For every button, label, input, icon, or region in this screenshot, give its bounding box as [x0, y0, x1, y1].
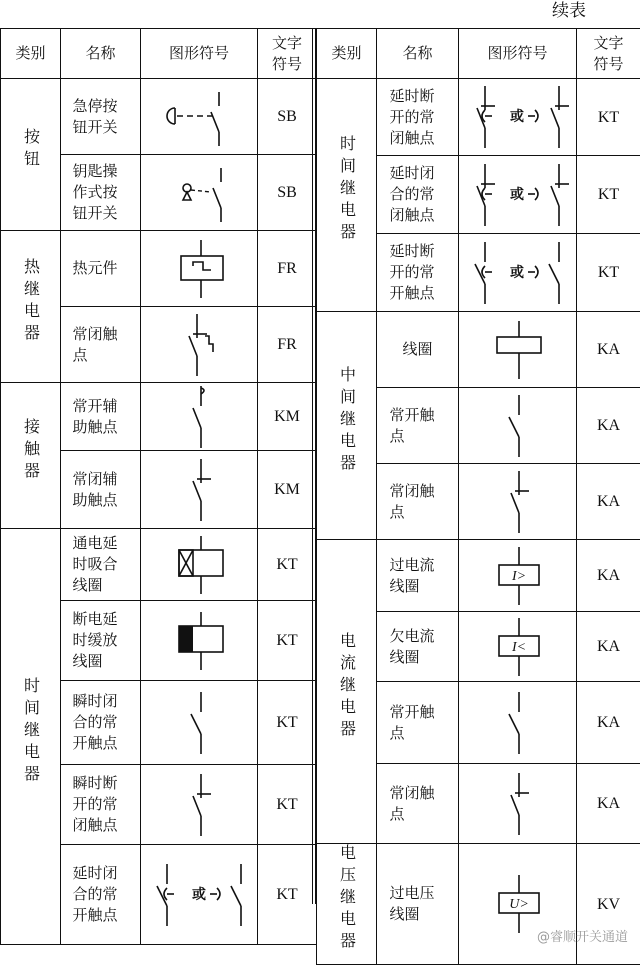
name-cell	[377, 388, 459, 464]
svg-text:U>: U>	[509, 897, 529, 912]
no-contact-icon	[459, 690, 577, 756]
name-cell	[61, 601, 141, 681]
category-cell	[1, 79, 61, 231]
no-contact-icon	[459, 393, 577, 459]
category-label: 电流继电器	[332, 632, 362, 742]
aux-nc-contact-icon	[141, 457, 258, 523]
symbol-name: 过电流线圈	[390, 555, 446, 597]
table-row	[1, 79, 317, 155]
svg-text:或: 或	[510, 186, 524, 203]
symbol-cell	[141, 845, 258, 945]
nc-contact-icon	[459, 469, 577, 535]
header-name: 名称	[61, 29, 141, 79]
table-row	[1, 383, 317, 451]
name-cell	[61, 845, 141, 945]
code-cell: KA	[577, 612, 640, 682]
symbol-name: 常开触点	[390, 702, 446, 744]
name-cell	[377, 540, 459, 612]
category-cell	[317, 79, 377, 312]
symbol-cell	[459, 388, 577, 464]
category-label: 热继电器	[16, 258, 46, 346]
header-category: 类别	[317, 29, 377, 79]
header-code	[577, 29, 640, 79]
category-label: 电压继电器	[332, 844, 362, 954]
name-cell	[61, 451, 141, 529]
name-cell	[377, 79, 459, 156]
code-cell: KA	[577, 388, 640, 464]
symbol-name: 瞬时闭合的常开触点	[73, 691, 129, 754]
code-cell: KT	[577, 234, 640, 312]
code-cell: SB	[258, 155, 317, 231]
svg-text:或: 或	[192, 886, 206, 903]
table-row	[1, 231, 317, 307]
delay-close-no-contact-icon	[141, 862, 258, 928]
symbol-cell	[459, 79, 577, 156]
code-cell: KM	[258, 383, 317, 451]
symbol-table-left	[0, 28, 317, 945]
header-code-text: 文字 符号	[272, 34, 302, 73]
code-cell: KT	[258, 529, 317, 601]
symbol-name: 常开触点	[390, 405, 446, 447]
undercurrent-coil-icon	[459, 614, 577, 680]
category-cell	[317, 844, 377, 965]
category-label: 按钮	[16, 128, 46, 172]
symbol-name: 线圈	[390, 339, 446, 360]
name-cell	[377, 844, 459, 965]
symbol-cell	[459, 156, 577, 234]
code-cell: KT	[258, 681, 317, 765]
code-cell: SB	[258, 79, 317, 155]
code-cell: KT	[577, 156, 640, 234]
name-cell	[377, 682, 459, 764]
code-cell: KA	[577, 540, 640, 612]
code-cell: KV	[577, 844, 640, 965]
delay-close-nc-contact-icon	[459, 162, 577, 228]
name-cell	[377, 312, 459, 388]
symbol-cell	[141, 529, 258, 601]
code-cell: KA	[577, 312, 640, 388]
symbol-name: 瞬时断开的常闭触点	[73, 773, 129, 836]
thermal-element-icon	[141, 236, 258, 302]
thermal-nc-contact-icon	[141, 312, 258, 378]
key-switch-icon	[141, 160, 258, 226]
category-label: 时间继电器	[16, 677, 46, 787]
table-row	[1, 529, 317, 601]
table-row	[317, 540, 640, 612]
symbol-cell	[459, 464, 577, 540]
emergency-stop-icon	[141, 84, 258, 150]
symbol-name: 延时闭合的常闭触点	[390, 163, 446, 226]
name-cell	[61, 231, 141, 307]
symbol-cell	[459, 682, 577, 764]
code-cell: KT	[258, 845, 317, 945]
svg-text:或: 或	[510, 264, 524, 281]
symbol-cell	[459, 312, 577, 388]
header-symbol: 图形符号	[141, 29, 258, 79]
symbol-name: 断电延时缓放线圈	[73, 609, 129, 672]
symbol-cell	[141, 451, 258, 529]
symbol-name: 钥匙操作式按钮开关	[73, 161, 129, 224]
symbol-name: 常开辅助触点	[73, 396, 129, 438]
symbol-cell	[459, 844, 577, 965]
name-cell	[377, 234, 459, 312]
nc-contact-icon	[459, 771, 577, 837]
instant-no-contact-icon	[141, 690, 258, 756]
table-caption: 续表	[552, 0, 632, 22]
aux-no-contact-icon	[141, 384, 258, 450]
symbol-cell	[141, 601, 258, 681]
code-cell: KT	[258, 601, 317, 681]
code-cell: KT	[258, 765, 317, 845]
symbol-name: 通电延时吸合线圈	[73, 533, 129, 596]
name-cell	[61, 155, 141, 231]
instant-nc-contact-icon	[141, 772, 258, 838]
code-cell: KA	[577, 764, 640, 844]
svg-text:I<: I<	[511, 640, 526, 655]
header-name: 名称	[377, 29, 459, 79]
name-cell	[377, 156, 459, 234]
code-cell: KA	[577, 682, 640, 764]
delay-open-nc-contact-icon	[459, 84, 577, 150]
symbol-name: 过电压线圈	[390, 883, 446, 925]
header-code-text: 文字 符号	[593, 34, 623, 73]
code-cell: FR	[258, 307, 317, 383]
category-cell	[317, 312, 377, 540]
header-category: 类别	[1, 29, 61, 79]
symbol-name: 延时闭合的常开触点	[73, 863, 129, 926]
name-cell	[61, 681, 141, 765]
symbol-name: 急停按钮开关	[73, 96, 129, 138]
symbol-cell	[141, 79, 258, 155]
name-cell	[377, 764, 459, 844]
category-cell	[1, 231, 61, 383]
overcurrent-coil-icon	[459, 543, 577, 609]
category-cell	[1, 529, 61, 945]
symbol-cell	[141, 231, 258, 307]
symbol-cell	[459, 612, 577, 682]
symbol-name: 常闭触点	[73, 324, 129, 366]
symbol-name: 热元件	[73, 258, 129, 279]
symbol-table-right	[316, 28, 640, 965]
name-cell	[61, 529, 141, 601]
symbol-cell	[141, 765, 258, 845]
category-label: 接触器	[16, 418, 46, 484]
symbol-name: 欠电流线圈	[390, 626, 446, 668]
name-cell	[61, 307, 141, 383]
symbol-cell	[141, 307, 258, 383]
name-cell	[377, 612, 459, 682]
code-cell: KA	[577, 464, 640, 540]
code-cell: FR	[258, 231, 317, 307]
category-cell	[317, 540, 377, 844]
symbol-name: 常闭触点	[390, 481, 446, 523]
code-cell: KM	[258, 451, 317, 529]
symbol-name: 常闭触点	[390, 783, 446, 825]
symbol-name: 常闭辅助触点	[73, 469, 129, 511]
symbol-cell	[141, 383, 258, 451]
name-cell	[61, 765, 141, 845]
svg-text:或: 或	[510, 108, 524, 125]
table-row	[317, 79, 640, 156]
name-cell	[61, 383, 141, 451]
symbol-cell	[459, 540, 577, 612]
category-cell	[1, 383, 61, 529]
header-symbol: 图形符号	[459, 29, 577, 79]
table-row	[317, 844, 640, 965]
name-cell	[61, 79, 141, 155]
symbol-cell	[141, 155, 258, 231]
on-delay-coil-icon	[141, 532, 258, 598]
symbol-cell	[459, 234, 577, 312]
watermark: @睿顺开关通道	[537, 926, 628, 945]
category-label: 中间继电器	[332, 366, 362, 476]
category-label: 时间继电器	[332, 135, 362, 245]
symbol-name: 延时断开的常闭触点	[390, 86, 446, 149]
coil-icon	[459, 317, 577, 383]
symbol-cell	[141, 681, 258, 765]
delay-open-no-contact-icon	[459, 240, 577, 306]
symbol-cell	[459, 764, 577, 844]
table-row	[317, 312, 640, 388]
name-cell	[377, 464, 459, 540]
symbol-name: 延时断开的常开触点	[390, 241, 446, 304]
off-delay-coil-icon	[141, 608, 258, 674]
svg-text:I>: I>	[511, 569, 526, 584]
code-cell: KT	[577, 79, 640, 156]
header-code	[258, 29, 317, 79]
